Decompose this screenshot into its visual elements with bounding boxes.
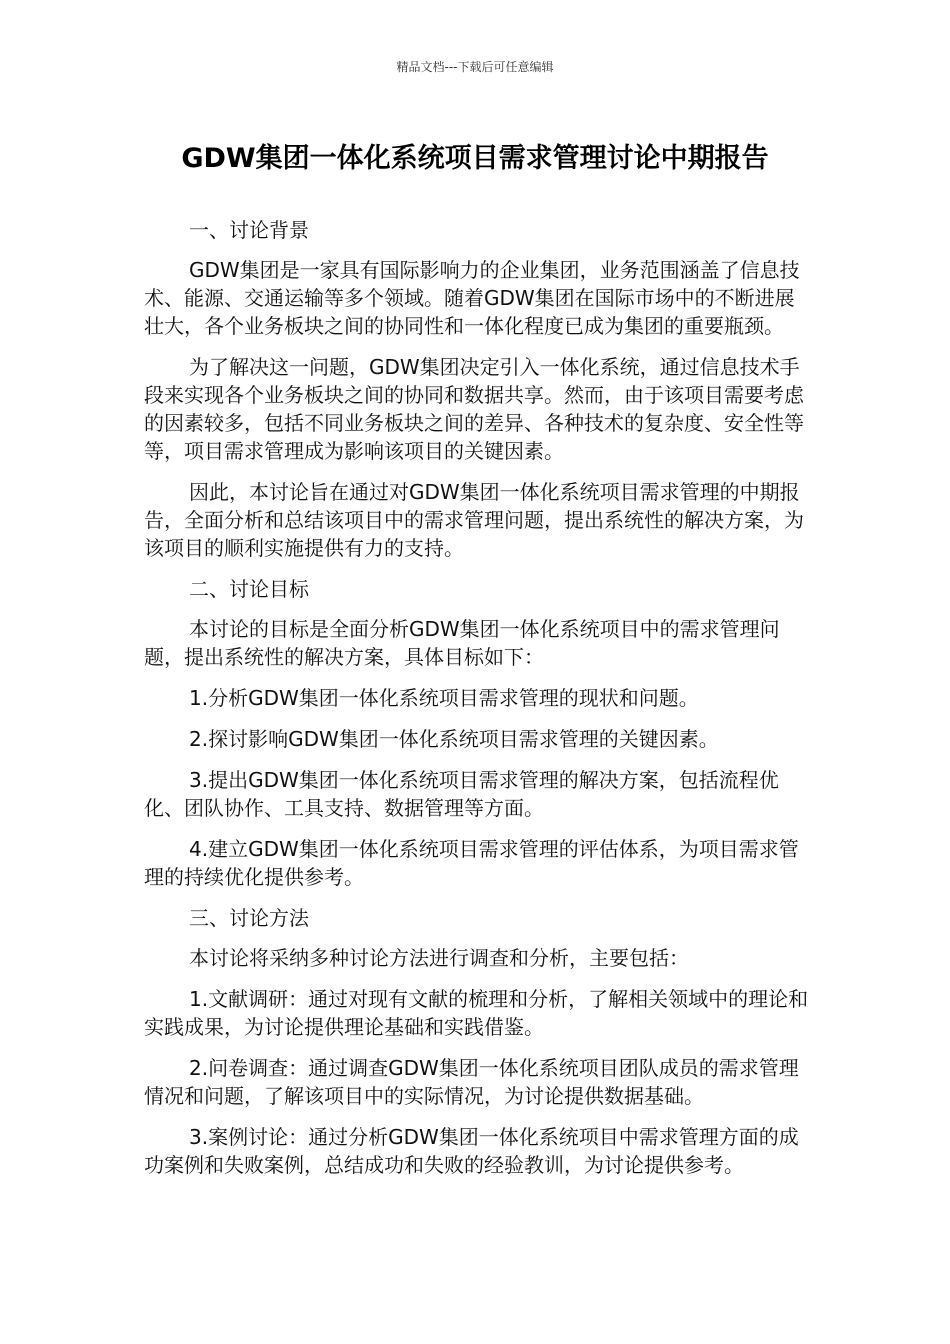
paragraph: 因此，本讨论旨在通过对GDW集团一体化系统项目需求管理的中期报告，全面分析和总结该项目中的需求管理问题，提出系统性的解决方案，为该项目的顺利实施提供有力的支持。 — [144, 480, 804, 560]
list-item: 3.提出GDW集团一体化系统项目需求管理的解决方案，包括流程优化、团队协作、工具支持、数据管理等方面。 — [144, 768, 779, 820]
list-item: 3.案例讨论：通过分析GDW集团一体化系统项目中需求管理方面的成功案例和失败案例，总结成功和失败的经验教训，为讨论提供参考。 — [144, 1125, 799, 1177]
document-body — [144, 216, 810, 1192]
page-title: GDW集团一体化系统项目需求管理讨论中期报告 — [181, 143, 769, 174]
paragraph: 为了解决这一问题，GDW集团决定引入一体化系统，通过信息技术手段来实现各个业务板块之间的协同和数据共享。然而，由于该项目需要考虑的因素较多，包括不同业务板块之间的差异、各种技术的复杂度、安全性等等，项目需求管理成为影响该项目的关键因素。 — [144, 355, 804, 463]
header-note: 精品文档---下载后可任意编辑 — [396, 60, 554, 74]
section-heading-background: 一、讨论背景 — [189, 218, 309, 242]
section-heading-methods: 三、讨论方法 — [189, 906, 309, 930]
section-heading-goals: 二、讨论目标 — [189, 577, 309, 601]
paragraph: 本讨论将采纳多种讨论方法进行调查和分析，主要包括： — [189, 946, 689, 970]
list-item: 4.建立GDW集团一体化系统项目需求管理的评估体系，为项目需求管理的持续优化提供参考。 — [144, 837, 799, 889]
list-item: 1.分析GDW集团一体化系统项目需求管理的现状和问题。 — [189, 686, 699, 710]
paragraph: 本讨论的目标是全面分析GDW集团一体化系统项目中的需求管理问题，提出系统性的解决方案，具体目标如下： — [144, 617, 780, 669]
paragraph: GDW集团是一家具有国际影响力的企业集团，业务范围涵盖了信息技术、能源、交通运输等多个领域。随着GDW集团在国际市场中的不断进展壮大，各个业务板块之间的协同性和一体化程度已成为集团的重要瓶颈。 — [144, 258, 800, 338]
list-item: 1.文献调研：通过对现有文献的梳理和分析，了解相关领域中的理论和实践成果，为讨论提供理论基础和实践借鉴。 — [144, 987, 809, 1039]
list-item: 2.探讨影响GDW集团一体化系统项目需求管理的关键因素。 — [189, 727, 719, 751]
list-item: 2.问卷调查：通过调查GDW集团一体化系统项目团队成员的需求管理情况和问题，了解该项目中的实际情况，为讨论提供数据基础。 — [144, 1056, 799, 1108]
